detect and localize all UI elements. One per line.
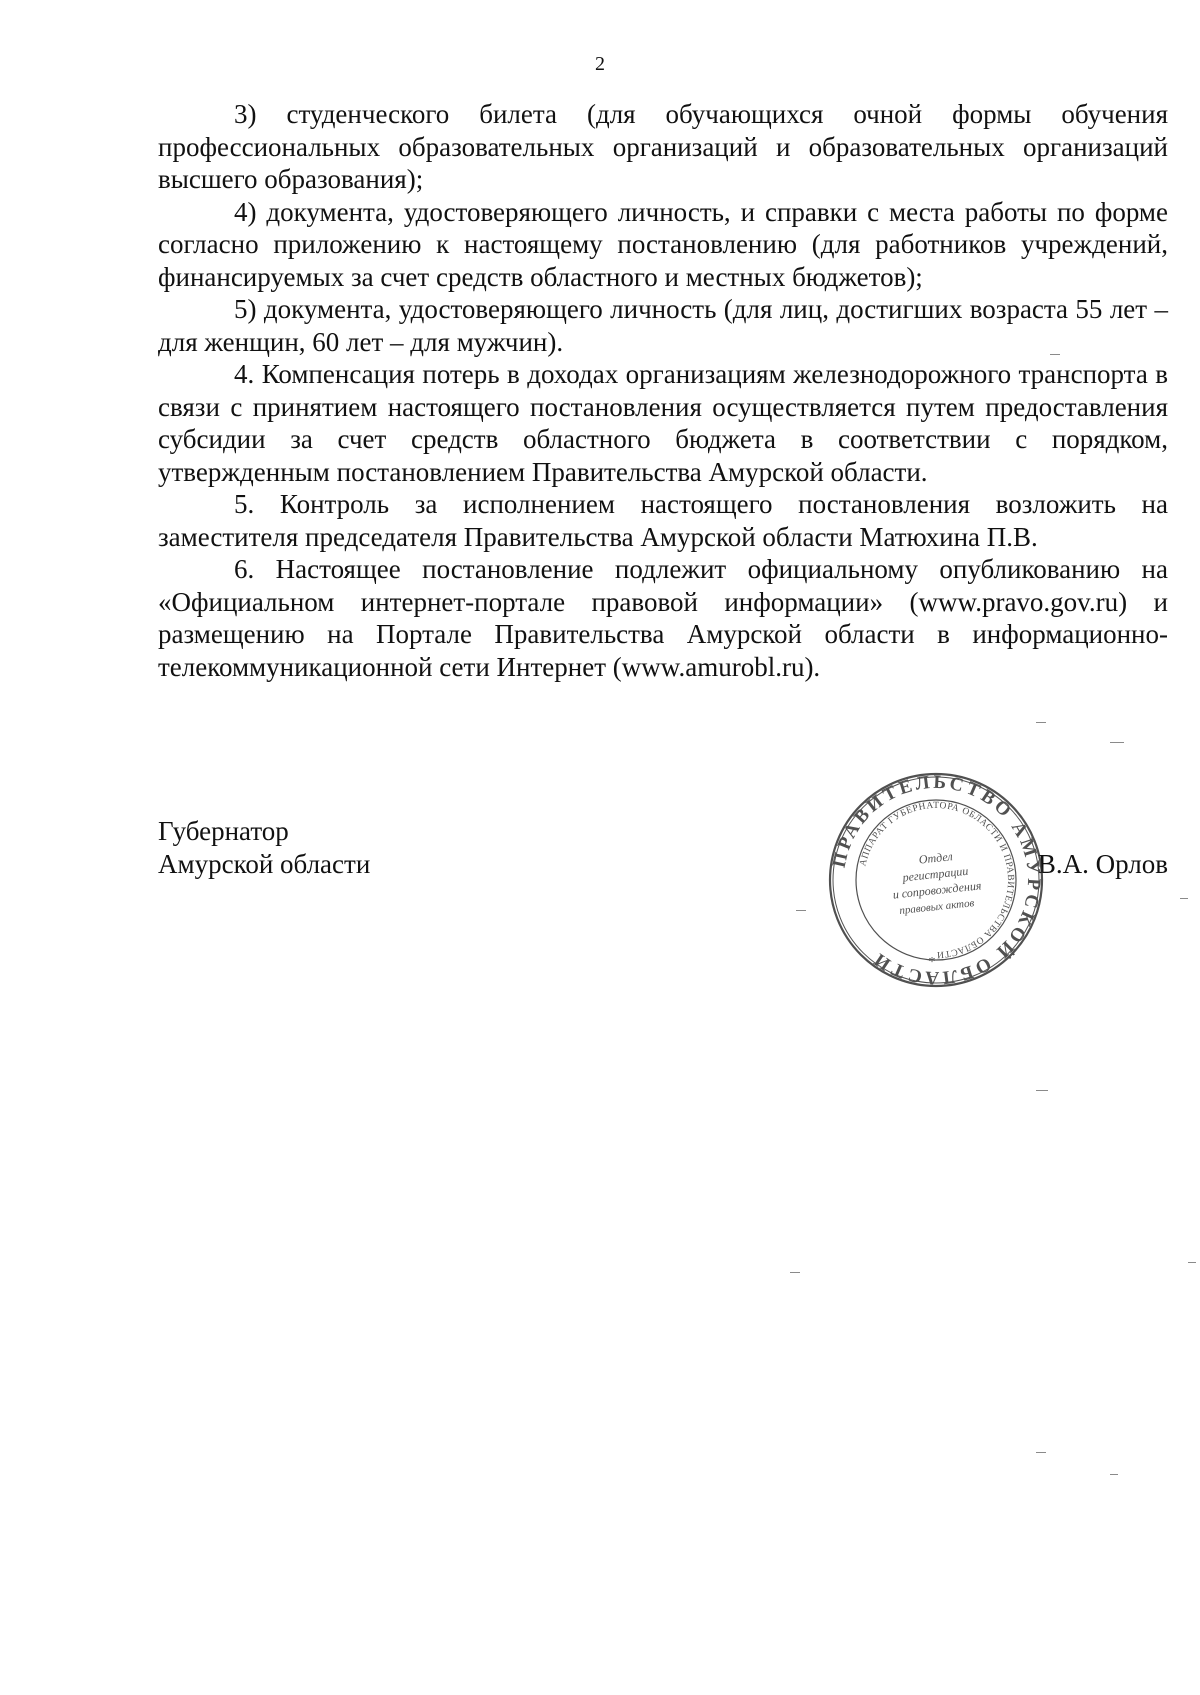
paragraph-clause-5: 5. Контроль за исполнением настоящего постановления возложить на заместителя председателя Правительства Амурской области Матюхина П.В. bbox=[158, 489, 1168, 552]
scan-speck bbox=[1110, 1474, 1118, 1475]
page-number: 2 bbox=[595, 53, 605, 75]
stamp-center-line2: регистрации bbox=[901, 863, 969, 885]
paragraph-item-4: 4) документа, удостоверяющего личность, и справки с места работы по форме согласно приложению к настоящему постановлению (для работников учреждений, финансируемых за счет средств областного и местных бюджетов); bbox=[158, 196, 1168, 292]
scan-speck bbox=[1188, 1262, 1196, 1263]
scan-speck bbox=[796, 910, 806, 911]
stamp-center-line3: и сопровождения bbox=[892, 878, 983, 902]
document-body bbox=[158, 98, 1168, 683]
scan-speck bbox=[790, 1272, 800, 1273]
scan-speck bbox=[1180, 898, 1188, 899]
scan-speck bbox=[1036, 1452, 1046, 1453]
stamp-inner-ring-text: АППАРАТ ГУБЕРНАТОРА ОБЛАСТИ И ПРАВИТЕЛЬСТВА ОБЛАСТИ bbox=[858, 800, 1016, 960]
paragraph-item-5: 5) документа, удостоверяющего личность (для лиц, достигших возраста 55 лет – для женщин, 60 лет – для мужчин). bbox=[158, 294, 1168, 357]
stamp-star: * bbox=[928, 955, 936, 970]
stamp-center-line1: Отдел bbox=[918, 849, 954, 867]
stamp-outer-text: ПРАВИТЕЛЬСТВО АМУРСКОЙ ОБЛАСТИ bbox=[828, 771, 1045, 989]
scan-speck bbox=[1036, 1090, 1048, 1091]
signatory-title-line2: Амурской области bbox=[158, 848, 371, 879]
scan-speck bbox=[1050, 354, 1060, 355]
stamp-center-line4: правовых актов bbox=[898, 897, 975, 917]
paragraph-clause-4: 4. Компенсация потерь в доходах организациям железнодорожного транспорта в связи с принятием настоящего постановления осуществляется путем предоставления субсидии за счет средств областного бюджета в соответствии с порядком, утвержденным постановлением Правительства Амурской области. bbox=[158, 359, 1168, 487]
paragraph-item-3: 3) студенческого билета (для обучающихся очной формы обучения профессиональных образовательных организаций и образовательных организаций высшего образования); bbox=[158, 99, 1168, 194]
scan-speck bbox=[1036, 722, 1046, 723]
official-stamp bbox=[826, 770, 1046, 990]
scan-speck bbox=[1110, 742, 1124, 743]
paragraph-clause-6: 6. Настоящее постановление подлежит официальному опубликованию на «Официальном интернет-портале правовой информации» (www.pravo.gov.ru) и размещению на Портале Правительства Амурской области в информационно-телекоммуникационной сети Интернет (www.amurobl.ru). bbox=[158, 554, 1168, 682]
signatory-title-line1: Губернатор bbox=[158, 816, 289, 846]
signatory-name: В.А. Орлов bbox=[1037, 848, 1168, 879]
signatory-title bbox=[158, 815, 370, 880]
stamp-center bbox=[892, 849, 982, 917]
